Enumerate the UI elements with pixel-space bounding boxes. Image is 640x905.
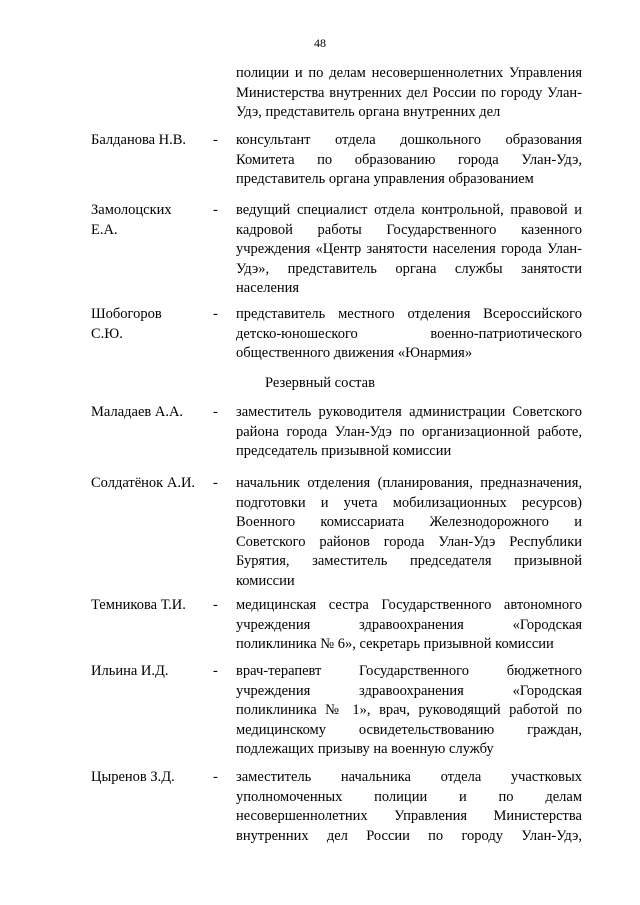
text-line: уполномоченных полиции и по делам [236,788,582,805]
member-name [91,596,211,616]
member-description [236,768,582,846]
member-description [236,131,582,190]
member-name [91,131,211,151]
text-line: врач-терапевт Государственного бюджетного [236,663,582,679]
text-line: консультант отдела дошкольного образования [236,132,582,148]
text-line: несовершеннолетних Управления Министерства [236,808,582,824]
member-description [236,662,582,760]
text-line: заместитель начальника отдела участковых [236,769,582,785]
name-line: Цыренов З.Д. [91,769,175,785]
text-line: Военного комиссариата Железнодорожного и [236,514,582,530]
member-description [236,201,582,299]
name-line: Ильина И.Д. [91,663,169,679]
member-name [91,403,211,423]
name-line: Замолоцских [91,202,172,218]
text-line: начальник отделения (планирования, предназначения, [236,475,582,491]
name-line: С.Ю. [91,325,123,342]
text-line: района города Улан-Удэ по организационной работе, [236,423,582,440]
dash: - [213,306,218,322]
text-line: Удэ», представитель органа службы занятости [236,260,582,277]
text-line: учреждения здравоохранения «Городская [236,616,582,633]
text-line: учреждения «Центр занятости населения города Улан- [236,241,582,257]
text-line: населения [236,280,300,296]
page-number: 48 [314,36,326,50]
text-line: подлежащих призыву на военную службу [236,741,494,757]
member-name [91,768,211,788]
dash: - [213,597,218,613]
text-line: представитель органа управления образованием [236,171,534,187]
text-line: медицинская сестра Государственного автономного [236,597,582,613]
text-line: Министерства внутренних дел России по городу Улан- [236,84,582,101]
dash: - [213,132,218,148]
text-line: Удэ, представитель органа внутренних дел [236,104,501,120]
text-line: общественного движения «Юнармия» [236,345,473,361]
member-description [236,305,582,364]
dash: - [213,663,218,679]
text-line: поликлиника № 1», врач, руководящий работой по [236,702,582,718]
name-line: Балданова Н.В. [91,132,187,148]
text-line: Советского районов города Улан-Удэ Республики [236,533,582,550]
text-line: учреждения здравоохранения «Городская [236,682,582,699]
dash: - [213,475,218,491]
text-line: представитель местного отделения Всероссийского [236,306,582,322]
section-title: Резервный состав [265,375,375,391]
text-line: заместитель руководителя администрации Советского [236,404,582,420]
name-line: Шобогоров [91,306,162,322]
text-line: председатель призывной комиссии [236,443,452,459]
name-line: Темникова Т.И. [91,597,186,613]
text-line: комиссии [236,572,295,589]
text-line: ведущий специалист отдела контрольной, правовой и [236,202,582,218]
text-line: медицинскому освидетельствованию граждан, [236,721,582,738]
name-line: Маладаев А.А. [91,404,184,420]
member-name [91,305,211,344]
text-line: полиции и по делам несовершеннолетних Управления [236,65,582,81]
dash: - [213,769,218,785]
member-name [91,474,211,494]
continuation-text [236,64,582,123]
dash: - [213,202,218,218]
name-line: Е.А. [91,221,118,238]
text-line: внутренних дел России по городу Улан-Удэ, [236,827,582,844]
member-description [236,474,582,591]
dash: - [213,404,218,420]
member-description [236,596,582,655]
text-line: подготовки и учета мобилизационных ресурсов) [236,494,582,511]
member-name [91,201,211,240]
text-line: детско-юношеского военно-патриотического [236,325,582,342]
text-line: Бурятия, заместитель председателя призывной [236,553,582,569]
text-line: Комитета по образованию города Улан-Удэ, [236,151,582,168]
name-line: Солдатёнок А.И. [91,475,196,491]
member-description [236,403,582,462]
member-name [91,662,211,682]
text-line: кадровой работы Государственного казенного [236,221,582,238]
text-line: поликлиника № 6», секретарь призывной комиссии [236,636,554,652]
